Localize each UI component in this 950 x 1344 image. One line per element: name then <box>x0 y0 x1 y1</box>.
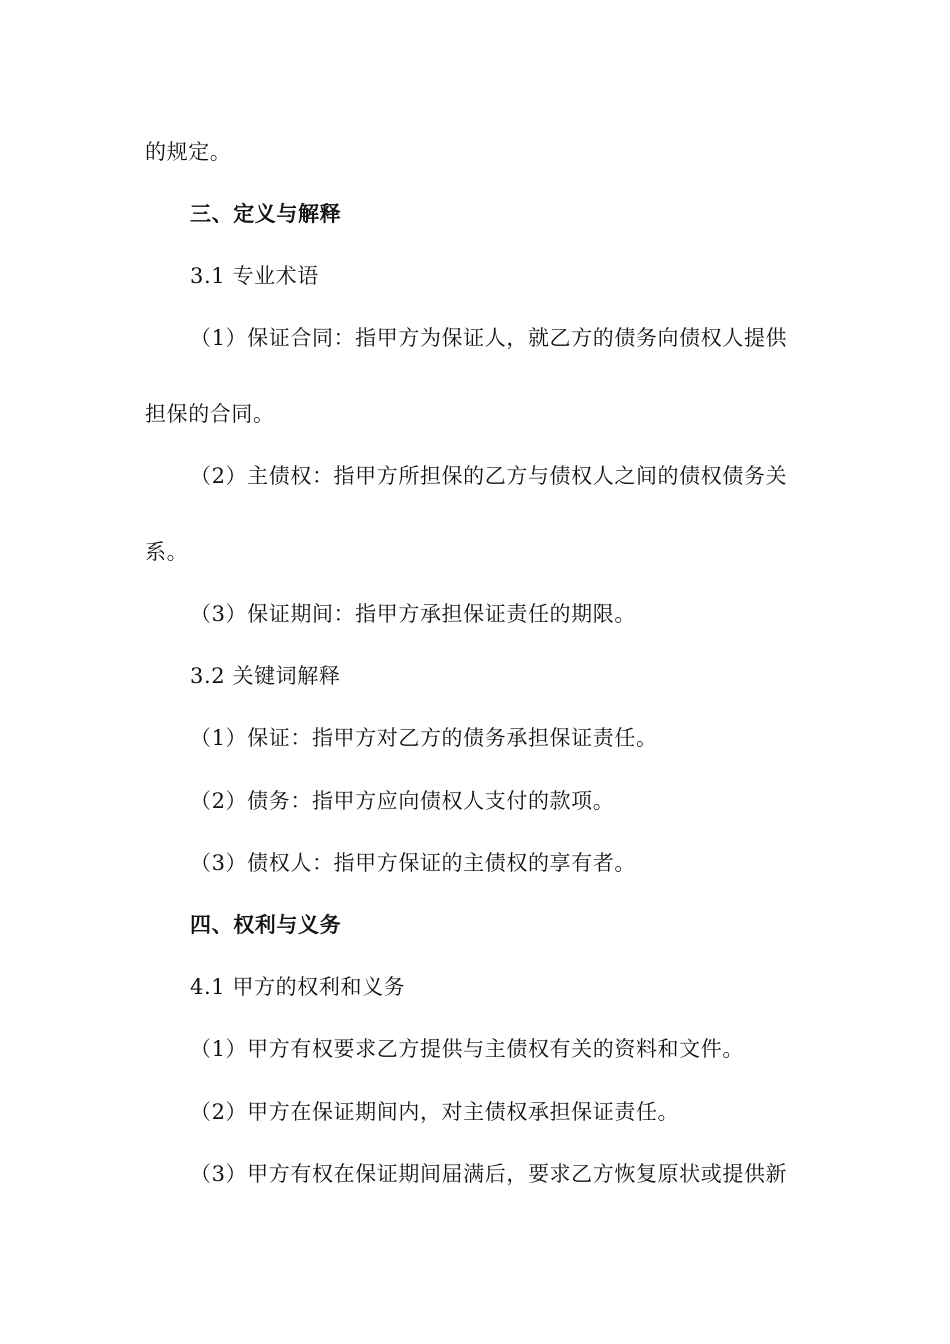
keyword-item-1: （1）保证：指甲方对乙方的债务承担保证责任。 <box>190 726 658 750</box>
subsection-heading-3-1: 3.1 专业术语 <box>190 264 319 288</box>
keyword-item-3: （3）债权人：指甲方保证的主债权的享有者。 <box>190 851 636 875</box>
subsection-heading-4-1: 4.1 甲方的权利和义务 <box>190 975 406 999</box>
definition-item-2: （2）主债权：指甲方所担保的乙方与债权人之间的债权债务关 <box>190 464 788 488</box>
paragraph-continuation: 的规定。 <box>145 140 232 164</box>
section-heading-3: 三、定义与解释 <box>190 201 342 226</box>
subsection-heading-3-2: 3.2 关键词解释 <box>190 664 341 688</box>
definition-item-1-continued: 担保的合同。 <box>145 402 275 426</box>
rights-item-1: （1）甲方有权要求乙方提供与主债权有关的资料和文件。 <box>190 1037 744 1061</box>
section-heading-4: 四、权利与义务 <box>190 912 342 937</box>
rights-item-2: （2）甲方在保证期间内，对主债权承担保证责任。 <box>190 1100 680 1124</box>
definition-item-2-continued: 系。 <box>145 540 189 564</box>
rights-item-3: （3）甲方有权在保证期间届满后，要求乙方恢复原状或提供新 <box>190 1162 788 1186</box>
definition-item-3: （3）保证期间：指甲方承担保证责任的期限。 <box>190 602 636 626</box>
keyword-item-2: （2）债务：指甲方应向债权人支付的款项。 <box>190 789 615 813</box>
definition-item-1: （1）保证合同：指甲方为保证人，就乙方的债务向债权人提供 <box>190 326 788 350</box>
